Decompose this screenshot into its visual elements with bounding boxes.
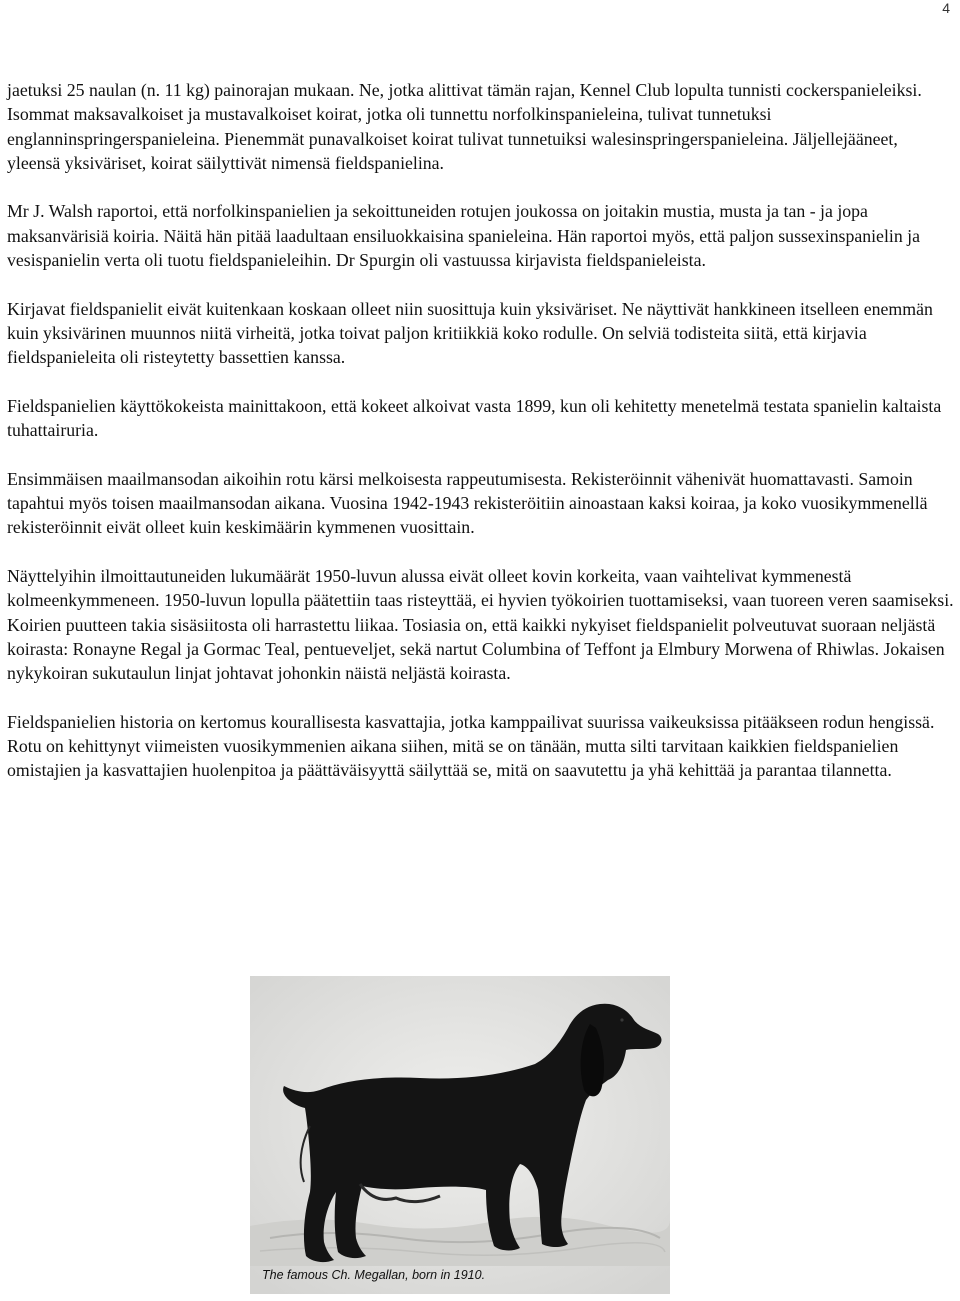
paragraph: Ensimmäisen maailmansodan aikoihin rotu kärsi melkoisesta rappeutumisesta. Rekisteröinnit vähenivät huomattavasti. Samoin tapahtui myös toisen maailmansodan aikana. Vuosina 1942-1943 rekisteröitiin ainoastaan kaksi koiraa, ja koko vuosikymmenellä rekisteröinnit eivät olleet kuin keskimäärin kymmenen vuosittain. bbox=[7, 468, 928, 538]
paragraph: jaetuksi 25 naulan (n. 11 kg) painorajan mukaan. Ne, jotka alittivat tämän rajan, Kennel Club lopulta tunnisti cockerspanieleiksi. Isommat maksavalkoiset ja mustavalkoiset koirat, jotka oli tunnettu norfolkinspanieleina, tulivat tunnetuksi englanninspringerspanieleina. Pienemmät punavalkoiset koirat tulivat tunnetuiksi walesinspringerspanieleina. Jäljellejääneet, yleensä yksiväriset, koirat säilyttivät nimensä fieldspanielina. bbox=[7, 80, 922, 173]
figure-caption: The famous Ch. Megallan, born in 1910. bbox=[262, 1268, 486, 1282]
paragraph: Kirjavat fieldspanielit eivät kuitenkaan koskaan olleet niin suosittuja kuin yksiväriset. Ne näyttivät hankkineen itselleen enemmän kuin yksivärinen muunnos niitä virheitä, jotka toivat paljon kritiikkiä koko rodulle. On selviä todisteita siitä, että kirjavia fieldspanieleita oli risteytetty bassettien kanssa. bbox=[7, 298, 933, 368]
dog-photo bbox=[250, 976, 670, 1294]
document-body bbox=[7, 78, 955, 807]
paragraph: Näyttelyihin ilmoittautuneiden lukumäärät 1950-luvun alussa eivät olleet kovin korkeita, vaan vaihtelivat kymmenestä kolmeenkymmeneen. 1950-luvun lopulla päätettiin taas risteyttää, ei hyvien työkoirien tuottamiseksi, vaan tuoreen veren saamiseksi. Koirien puutteen takia sisäsiitosta oli harrastettu liikaa. Tosiasia on, että kaikki nykyiset fieldspanielit polveutuvat suoraan neljästä koirasta: Ronayne Regal ja Gormac Teal, pentueveljet, sekä nartut Columbina of Teffont ja Elmbury Morwena of Rhiwlas. Jokaisen nykykoiran sukutaulun linjat johtavat johonkin näistä neljästä koirasta. bbox=[7, 565, 954, 684]
dog-silhouette-illustration bbox=[250, 976, 670, 1294]
paragraph: Mr J. Walsh raportoi, että norfolkinspanielien ja sekoittuneiden rotujen joukossa on joitakin mustia, musta ja tan - ja jopa maksanvärisiä koiria. Näitä hän pitää laadultaan ensiluokkaisina spanieleina. Hän raportoi myös, että paljon sussexinspanielin ja vesispanielin verta oli tuotu fieldspanieleihin. Dr Spurgin oli vastuussa kirjavista fieldspanieleista. bbox=[7, 201, 920, 271]
page-number: 4 bbox=[942, 0, 950, 16]
paragraph: Fieldspanielien käyttökokeista mainittakoon, että kokeet alkoivat vasta 1899, kun oli kehitetty menetelmä testata spanielin kaltaista tuhattairuria. bbox=[7, 395, 942, 441]
paragraph: Fieldspanielien historia on kertomus kourallisesta kasvattajia, jotka kamppailivat suurissa vaikeuksissa pitääkseen rodun hengissä. Rotu on kehittynyt viimeisten vuosikymmenien aikana siihen, mitä se on tänään, mutta silti tarvitaan kaikkien fieldspanielien omistajien ja kasvattajien huolenpitoa ja päättäväisyyttä säilyttää se, mitä on saavutettu ja yhä kehittää ja parantaa tilannetta. bbox=[7, 711, 935, 781]
